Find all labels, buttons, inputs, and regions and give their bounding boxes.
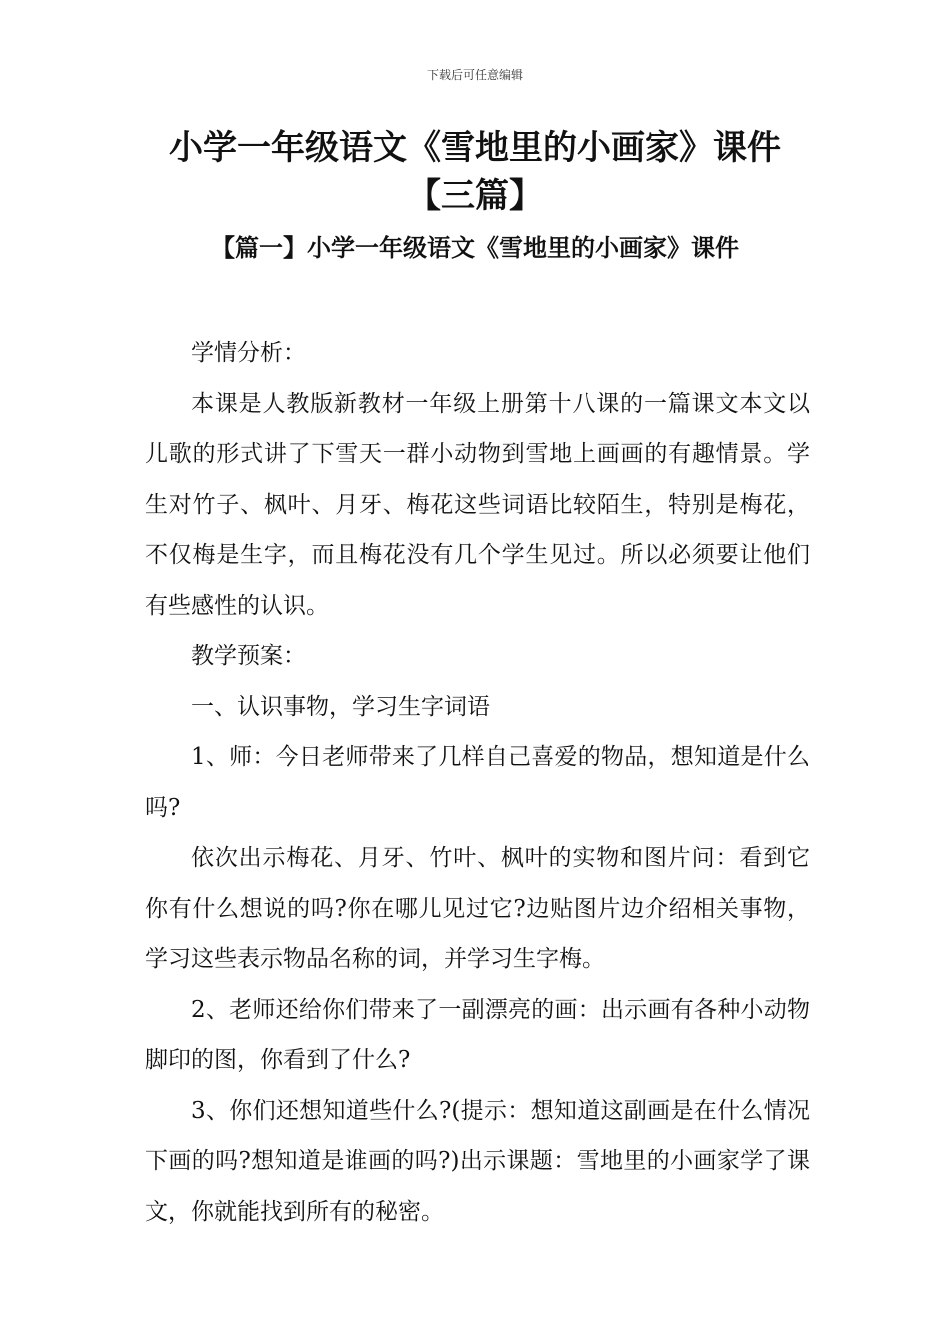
paragraph-item-1-detail: 依次出示梅花、月牙、竹叶、枫叶的实物和图片问：看到它你有什么想说的吗?你在哪儿见过它?边贴图片边介绍相关事物，学习这些表示物品名称的词，并学习生字梅。 <box>145 845 810 972</box>
paragraph-item-2: 2、老师还给你们带来了一副漂亮的画：出示画有各种小动物脚印的图，你看到了什么? <box>145 996 810 1073</box>
paragraph-analysis-text: 本课是人教版新教材一年级上册第十八课的一篇课文本文以儿歌的形式讲了下雪天一群小动物到雪地上画画的有趣情景。学生对竹子、枫叶、月牙、梅花这些词语比较陌生，特别是梅花，不仅梅是生字，而且梅花没有几个学生见过。所以必须要让他们有些感性的认识。 <box>145 390 810 619</box>
document-body <box>145 328 810 1237</box>
paragraph-item-1: 1、师：今日老师带来了几样自己喜爱的物品，想知道是什么吗? <box>145 744 810 821</box>
section-subtitle: 【篇一】小学一年级语文《雪地里的小画家》课件 <box>211 233 739 262</box>
paragraph-heading-analysis: 学情分析： <box>191 340 306 366</box>
header-note: 下载后可任意编辑 <box>426 68 523 82</box>
paragraph-heading-plan: 教学预案： <box>191 643 306 669</box>
paragraph-step-one: 一、认识事物，学习生字词语 <box>191 693 490 720</box>
paragraph-item-3: 3、你们还想知道些什么?(提示：想知道这副画是在什么情况下画的吗?想知道是谁画的吗?)出示课题：雪地里的小画家学了课文，你就能找到所有的秘密。 <box>145 1097 810 1225</box>
document-title: 小学一年级语文《雪地里的小画家》课件【三篇】 <box>169 128 781 216</box>
